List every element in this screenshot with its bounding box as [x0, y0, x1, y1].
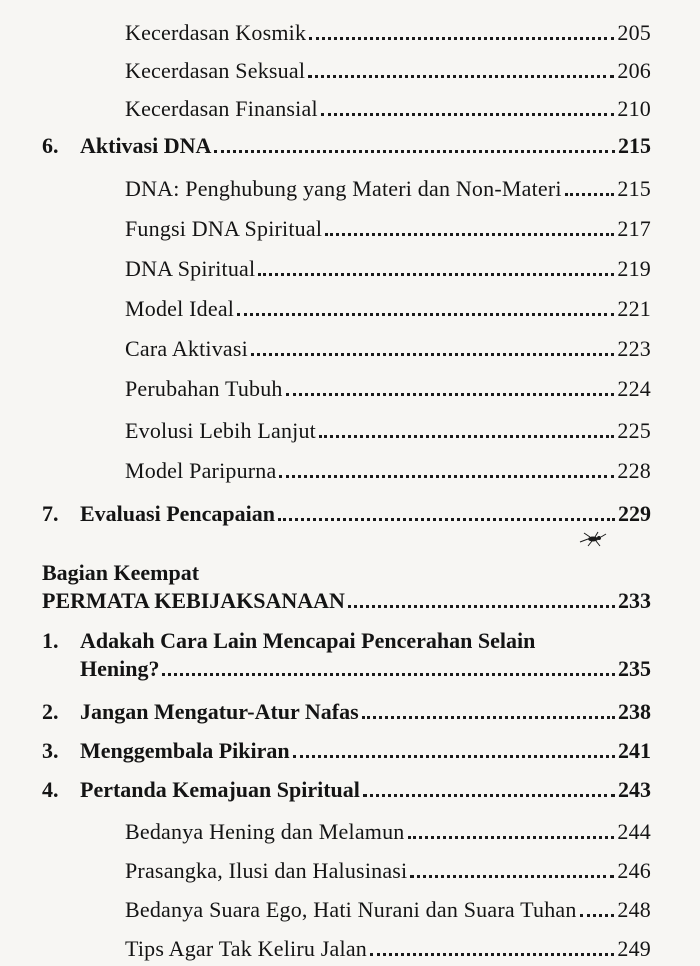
toc-entry-page: 249 [617, 936, 651, 961]
toc-chapter-label: Menggembala Pikiran [80, 738, 290, 763]
toc-entry [125, 936, 651, 962]
toc-chapter-page: 243 [618, 777, 651, 802]
toc-chapter [80, 738, 651, 764]
leader-dots [278, 518, 615, 521]
toc-chapter-page: 215 [618, 133, 651, 158]
toc-entry-label: Fungsi DNA Spiritual [125, 216, 323, 241]
toc-chapter-page: 235 [618, 656, 651, 681]
leader-dots [370, 953, 614, 956]
toc-part-title-label: PERMATA KEBIJAKSANAAN [42, 588, 345, 613]
insect-speck-icon [578, 530, 608, 548]
toc-chapter-label-line1: Adakah Cara Lain Mencapai Pencerahan Selain [80, 628, 536, 653]
toc-entry-label: Bedanya Hening dan Melamun [125, 819, 405, 844]
toc-entry [125, 819, 651, 845]
toc-part-title [42, 588, 651, 614]
toc-entry-label: Cara Aktivasi [125, 336, 248, 361]
toc-entry-page: 206 [617, 58, 651, 83]
leader-dots [162, 673, 615, 676]
toc-entry [125, 96, 651, 122]
toc-chapter-label: Evaluasi Pencapaian [80, 501, 275, 526]
toc-chapter [80, 133, 651, 159]
toc-entry-label: DNA: Penghubung yang Materi dan Non-Materi [125, 176, 562, 201]
leader-dots [321, 113, 615, 116]
toc-entry-label: Evolusi Lebih Lanjut [125, 418, 316, 443]
toc-part-title-page: 233 [618, 588, 651, 613]
chapter-number: 6. [42, 133, 59, 158]
leader-dots [362, 716, 615, 719]
toc-entry-page: 210 [617, 96, 651, 121]
toc-entry-page: 228 [617, 458, 651, 483]
leader-dots [410, 875, 614, 878]
toc-entry-label: Perubahan Tubuh [125, 376, 283, 401]
toc-entry-label: DNA Spiritual [125, 256, 256, 281]
chapter-number: 4. [42, 777, 59, 802]
toc-chapter-page: 241 [618, 738, 651, 763]
leader-dots [348, 605, 615, 608]
toc-entry-page: 223 [617, 336, 651, 361]
leader-dots [309, 37, 614, 40]
toc-entry [125, 376, 651, 402]
toc-chapter-label-line2: Hening? [80, 656, 160, 681]
toc-entry-label: Kecerdasan Finansial [125, 96, 318, 121]
toc-chapter-page: 238 [618, 699, 651, 724]
toc-entry [125, 216, 651, 242]
toc-chapter-page: 229 [618, 501, 651, 526]
chapter-number: 1. [42, 628, 59, 653]
toc-entry [125, 418, 651, 444]
toc-entry-label: Model Paripurna [125, 458, 277, 483]
chapter-number: 7. [42, 501, 59, 526]
leader-dots [258, 273, 614, 276]
toc-chapter-label: Jangan Mengatur-Atur Nafas [80, 699, 359, 724]
leader-dots [251, 353, 614, 356]
toc-chapter [80, 699, 651, 725]
toc-entry [125, 20, 651, 46]
leader-dots [408, 836, 615, 839]
toc-entry [125, 458, 651, 484]
leader-dots [363, 794, 615, 797]
leader-dots [319, 435, 614, 438]
toc-entry-label: Bedanya Suara Ego, Hati Nurani dan Suara Tuhan [125, 897, 577, 922]
toc-entry-page: 205 [617, 20, 651, 45]
toc-entry-page: 225 [617, 418, 651, 443]
part-heading: Bagian Keempat [42, 560, 200, 585]
toc-entry-page: 224 [617, 376, 651, 401]
toc-entry [125, 176, 651, 202]
toc-chapter-label: Aktivasi DNA [80, 133, 212, 158]
toc-entry [125, 58, 651, 84]
toc-chapter-label: Pertanda Kemajuan Spiritual [80, 777, 360, 802]
chapter-number: 3. [42, 738, 59, 763]
toc-entry-page: 215 [617, 176, 651, 201]
toc-entry-page: 221 [617, 296, 651, 321]
toc-entry-label: Tips Agar Tak Keliru Jalan [125, 936, 367, 961]
toc-entry-page: 244 [617, 819, 651, 844]
toc-entry [125, 296, 651, 322]
leader-dots [565, 193, 615, 196]
toc-entry [125, 336, 651, 362]
leader-dots [214, 150, 615, 153]
toc-entry [125, 897, 651, 923]
leader-dots [286, 393, 615, 396]
toc-entry-label: Kecerdasan Seksual [125, 58, 306, 83]
leader-dots [325, 233, 614, 236]
toc-entry-label: Prasangka, Ilusi dan Halusinasi [125, 858, 408, 883]
toc-entry [125, 858, 651, 884]
toc-chapter [80, 777, 651, 803]
toc-chapter [80, 501, 651, 527]
toc-entry-page: 219 [617, 256, 651, 281]
toc-entry-page: 246 [617, 858, 651, 883]
toc-entry-page: 217 [617, 216, 651, 241]
leader-dots [279, 475, 614, 478]
leader-dots [580, 914, 615, 917]
toc-chapter [80, 656, 651, 682]
chapter-number: 2. [42, 699, 59, 724]
toc-entry-page: 248 [617, 897, 651, 922]
leader-dots [308, 75, 614, 78]
toc-entry-label: Model Ideal [125, 296, 235, 321]
leader-dots [237, 313, 614, 316]
toc-entry-label: Kecerdasan Kosmik [125, 20, 307, 45]
toc-entry [125, 256, 651, 282]
leader-dots [293, 755, 615, 758]
